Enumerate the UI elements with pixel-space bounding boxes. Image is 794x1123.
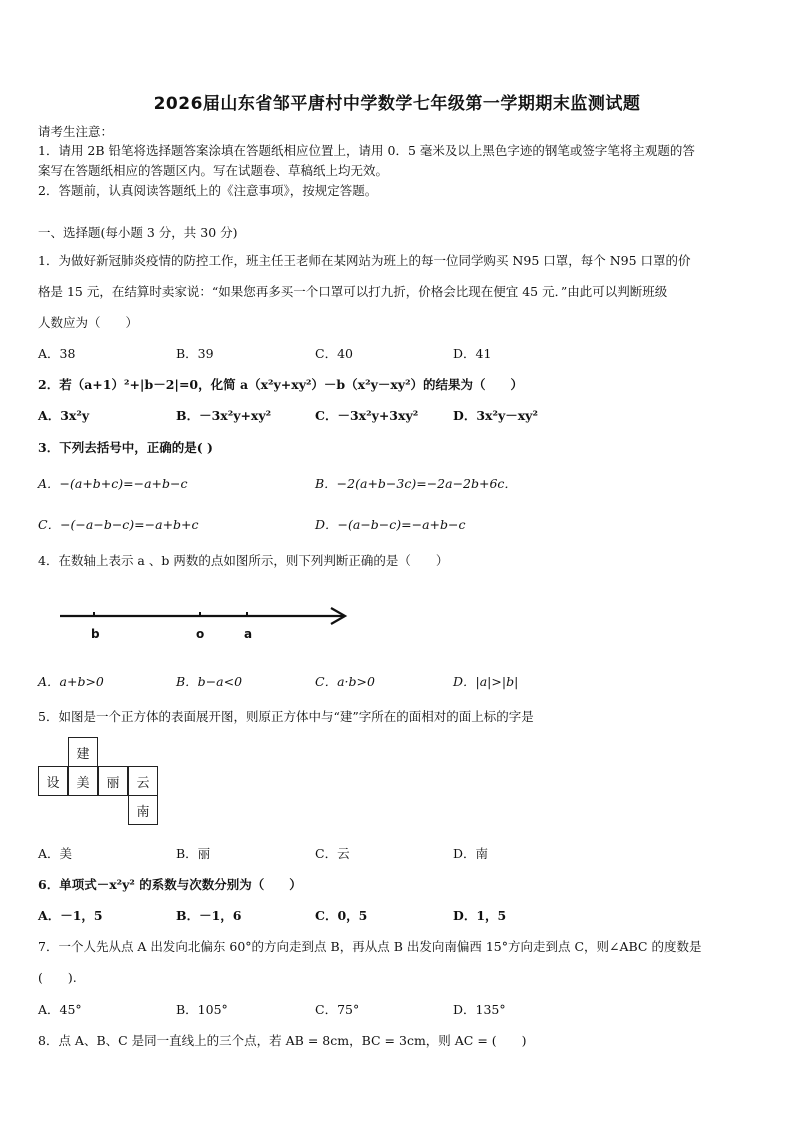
option-b: B．－3x²y+xy² <box>176 408 272 423</box>
question-7-line: ( ). <box>38 970 77 985</box>
option-c: C．－3x²y+3xy² <box>315 408 419 423</box>
option-b: B．39 <box>176 346 214 361</box>
option-b: B．−2(a+b−3c)=−2a−2b+6c． <box>315 476 517 491</box>
section-heading: 一、选择题(每小题 3 分，共 30 分) <box>38 225 238 240</box>
option-a: A．−(a+b+c)=−a+b−c <box>38 476 188 491</box>
option-c: C．0，5 <box>315 908 368 923</box>
question-4-stem: 4．在数轴上表示 a 、b 两数的点如图所示，则下列判断正确的是（ ） <box>38 553 449 568</box>
net-cell: 南 <box>128 795 158 825</box>
axis-label-b: b <box>91 627 100 641</box>
notice-item: 案写在答题纸相应的答题区内。写在试题卷、草稿纸上均无效。 <box>38 163 389 178</box>
option-d: D．135° <box>453 1002 506 1017</box>
question-1-line: 格是 15 元，在结算时卖家说：“如果您再多买一个口罩可以打九折，价格会比现在便宜 45 元．”由此可以判断班级 <box>38 284 668 299</box>
question-1-line: 人数应为（ ） <box>38 315 139 330</box>
option-c: C．40 <box>315 346 353 361</box>
net-cell: 美 <box>68 766 98 796</box>
option-c: C．云 <box>315 846 350 861</box>
axis-label-a: a <box>244 627 253 641</box>
notice-item: 1．请用 2B 铅笔将选择题答案涂填在答题纸相应位置上，请用 0．5 毫米及以上黑色字迹的钢笔或签字笔将主观题的答 <box>38 143 695 158</box>
option-b: B．105° <box>176 1002 228 1017</box>
question-6-stem: 6．单项式－x²y² 的系数与次数分别为（ ） <box>38 877 302 892</box>
question-5-stem: 5．如图是一个正方体的表面展开图，则原正方体中与“建”字所在的面相对的面上标的字是 <box>38 709 534 724</box>
option-a: A．－1，5 <box>38 908 103 923</box>
number-line-svg <box>60 600 360 650</box>
option-d: D．−(a−b−c)=−a+b−c <box>315 517 466 532</box>
option-b: B．b−a<0 <box>176 674 243 689</box>
notice-item: 2．答题前，认真阅读答题纸上的《注意事项》，按规定答题。 <box>38 183 378 198</box>
option-a: A．3x²y <box>38 408 90 423</box>
option-a: A．美 <box>38 846 73 861</box>
question-7-line: 7．一个人先从点 A 出发向北偏东 60°的方向走到点 B，再从点 B 出发向南偏西 15°方向走到点 C，则∠ABC 的度数是 <box>38 939 702 954</box>
option-a: A．a+b>0 <box>38 674 104 689</box>
option-d: D．41 <box>453 346 492 361</box>
question-1-line: 1．为做好新冠肺炎疫情的防控工作，班主任王老师在某网站为班上的每一位同学购买 N95 口罩，每个 N95 口罩的价 <box>38 253 691 268</box>
option-c: C．a·b>0 <box>315 674 375 689</box>
notice-heading: 请考生注意： <box>38 124 114 139</box>
option-d: D．3x²y－xy² <box>453 408 538 423</box>
option-b: B．－1，6 <box>176 908 242 923</box>
question-8-stem: 8．点 A、B、C 是同一直线上的三个点，若 AB = 8cm，BC = 3cm，则 AC = ( ) <box>38 1033 527 1048</box>
option-c: C．−(−a−b−c)=−a+b+c <box>38 517 199 532</box>
page-title: 2026届山东省邹平唐村中学数学七年级第一学期期末监测试题 <box>153 94 641 114</box>
option-a: A．38 <box>38 346 76 361</box>
option-a: A．45° <box>38 1002 82 1017</box>
net-cell: 设 <box>38 766 68 796</box>
net-cell: 云 <box>128 766 158 796</box>
option-d: D．|a|>|b| <box>453 674 519 689</box>
option-b: B．丽 <box>176 846 211 861</box>
number-line-figure <box>60 600 360 650</box>
net-cell: 建 <box>68 737 98 767</box>
option-c: C．75° <box>315 1002 360 1017</box>
axis-label-o: o <box>196 627 205 641</box>
question-2-stem: 2．若（a+1）²+|b－2|=0，化简 a（x²y+xy²）－b（x²y－xy²）的结果为（ ） <box>38 377 524 392</box>
option-d: D．南 <box>453 846 489 861</box>
question-3-stem: 3．下列去括号中，正确的是( ) <box>38 440 213 455</box>
option-d: D．1，5 <box>453 908 507 923</box>
net-cell: 丽 <box>98 766 128 796</box>
